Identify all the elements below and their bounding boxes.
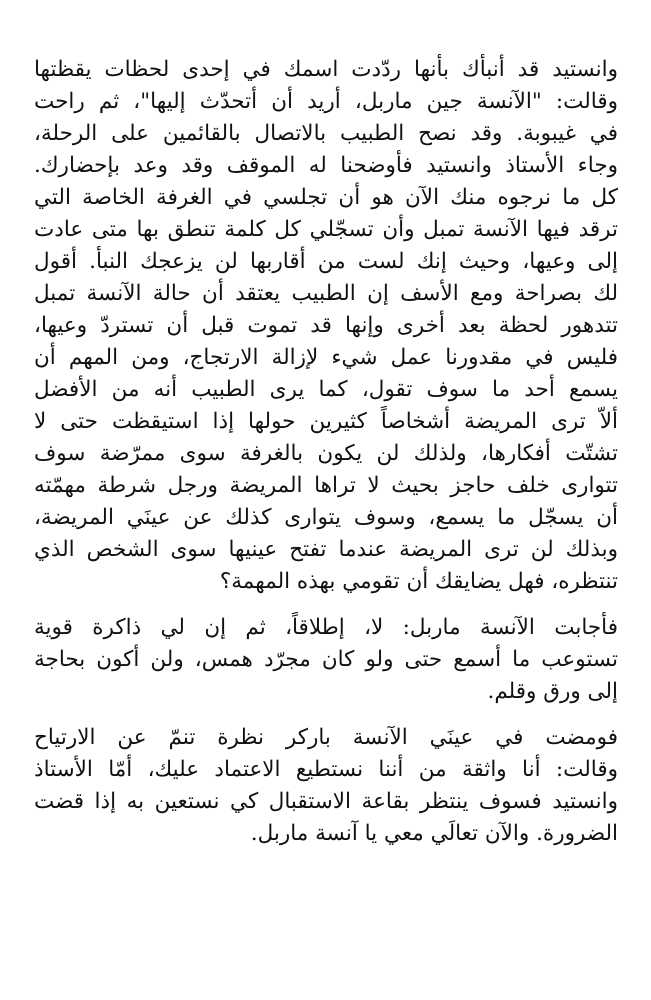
- book-page: [34, 54, 618, 850]
- text-line: أن يسجّل ما يسمع، وسوف يتوارى كذلك عن عينَي المريضة،: [34, 505, 618, 530]
- paragraph-2: [34, 612, 618, 708]
- text-line: إلى وعيها، وحيث إنك لست من أقاربها لن يزعجك النبأ. أقول: [34, 249, 618, 274]
- text-line: فومضت في عينَي الآنسة باركر نظرة تنمّ عن الارتياح: [34, 725, 618, 750]
- text-line: يسمع أحد ما سوف تقول، كما يرى الطبيب أنه من الأفضل: [34, 377, 618, 402]
- text-line: ألاّ ترى المريضة أشخاصاً كثيرين حولها إذا استيقظت حتى لا: [34, 409, 618, 434]
- paragraph-1: [34, 54, 618, 598]
- text-line: كل ما نرجوه منك الآن هو أن تجلسي في الغرفة الخاصة التي: [34, 185, 618, 210]
- text-line: تتوارى خلف حاجز بحيث لا تراها المريضة ورجل شرطة مهمّته: [34, 473, 618, 498]
- text-line: الضرورة. والآن تعالَي معي يا آنسة ماربل.: [250, 821, 618, 846]
- text-line: تتدهور لحظة بعد أخرى وإنها قد تموت قبل أن تستردّ وعيها،: [34, 313, 618, 338]
- text-line: لك بصراحة ومع الأسف إن الطبيب يعتقد أن حالة الآنسة تمبل: [34, 281, 618, 306]
- text-line: فأجابت الآنسة ماربل: لا، إطلاقاً، ثم إن لي ذاكرة قوية: [34, 615, 618, 640]
- text-line: وانستيد قد أنبأك بأنها ردّدت اسمك في إحدى لحظات يقظتها: [34, 57, 618, 82]
- text-line: في غيبوبة. وقد نصح الطبيب بالاتصال بالقائمين على الرحلة،: [34, 121, 618, 146]
- text-line: وقالت: "الآنسة جين ماربل، أريد أن أتحدّث إليها"، ثم راحت: [34, 89, 618, 114]
- text-line: تنتظره، فهل يضايقك أن تقومي بهذه المهمة؟: [219, 569, 618, 594]
- text-line: تشتّت أفكارها، ولذلك لن يكون بالغرفة سوى ممرّضة سوف: [34, 441, 618, 466]
- text-line: ترقد فيها الآنسة تمبل وأن تسجّلي كل كلمة تنطق بها متى عادت: [34, 217, 618, 242]
- text-line: وقالت: أنا واثقة من أننا نستطيع الاعتماد عليك، أمّا الأستاذ: [34, 757, 618, 782]
- text-line: وانستيد فسوف ينتظر بقاعة الاستقبال كي نستعين به إذا قضت: [34, 789, 618, 814]
- text-line: وبذلك لن ترى المريضة عندما تفتح عينيها سوى الشخص الذي: [34, 537, 618, 562]
- text-line: فليس في مقدورنا عمل شيء لإزالة الارتجاج، ومن المهم أن: [34, 345, 618, 370]
- text-line: وجاء الأستاذ وانستيد فأوضحنا له الموقف وقد وعد بإحضارك.: [34, 153, 618, 178]
- paragraph-3: [34, 722, 618, 850]
- text-line: تستوعب ما أسمع حتى ولو كان مجرّد همس، ولن أكون بحاجة: [34, 647, 618, 672]
- text-line: إلى ورق وقلم.: [487, 679, 618, 704]
